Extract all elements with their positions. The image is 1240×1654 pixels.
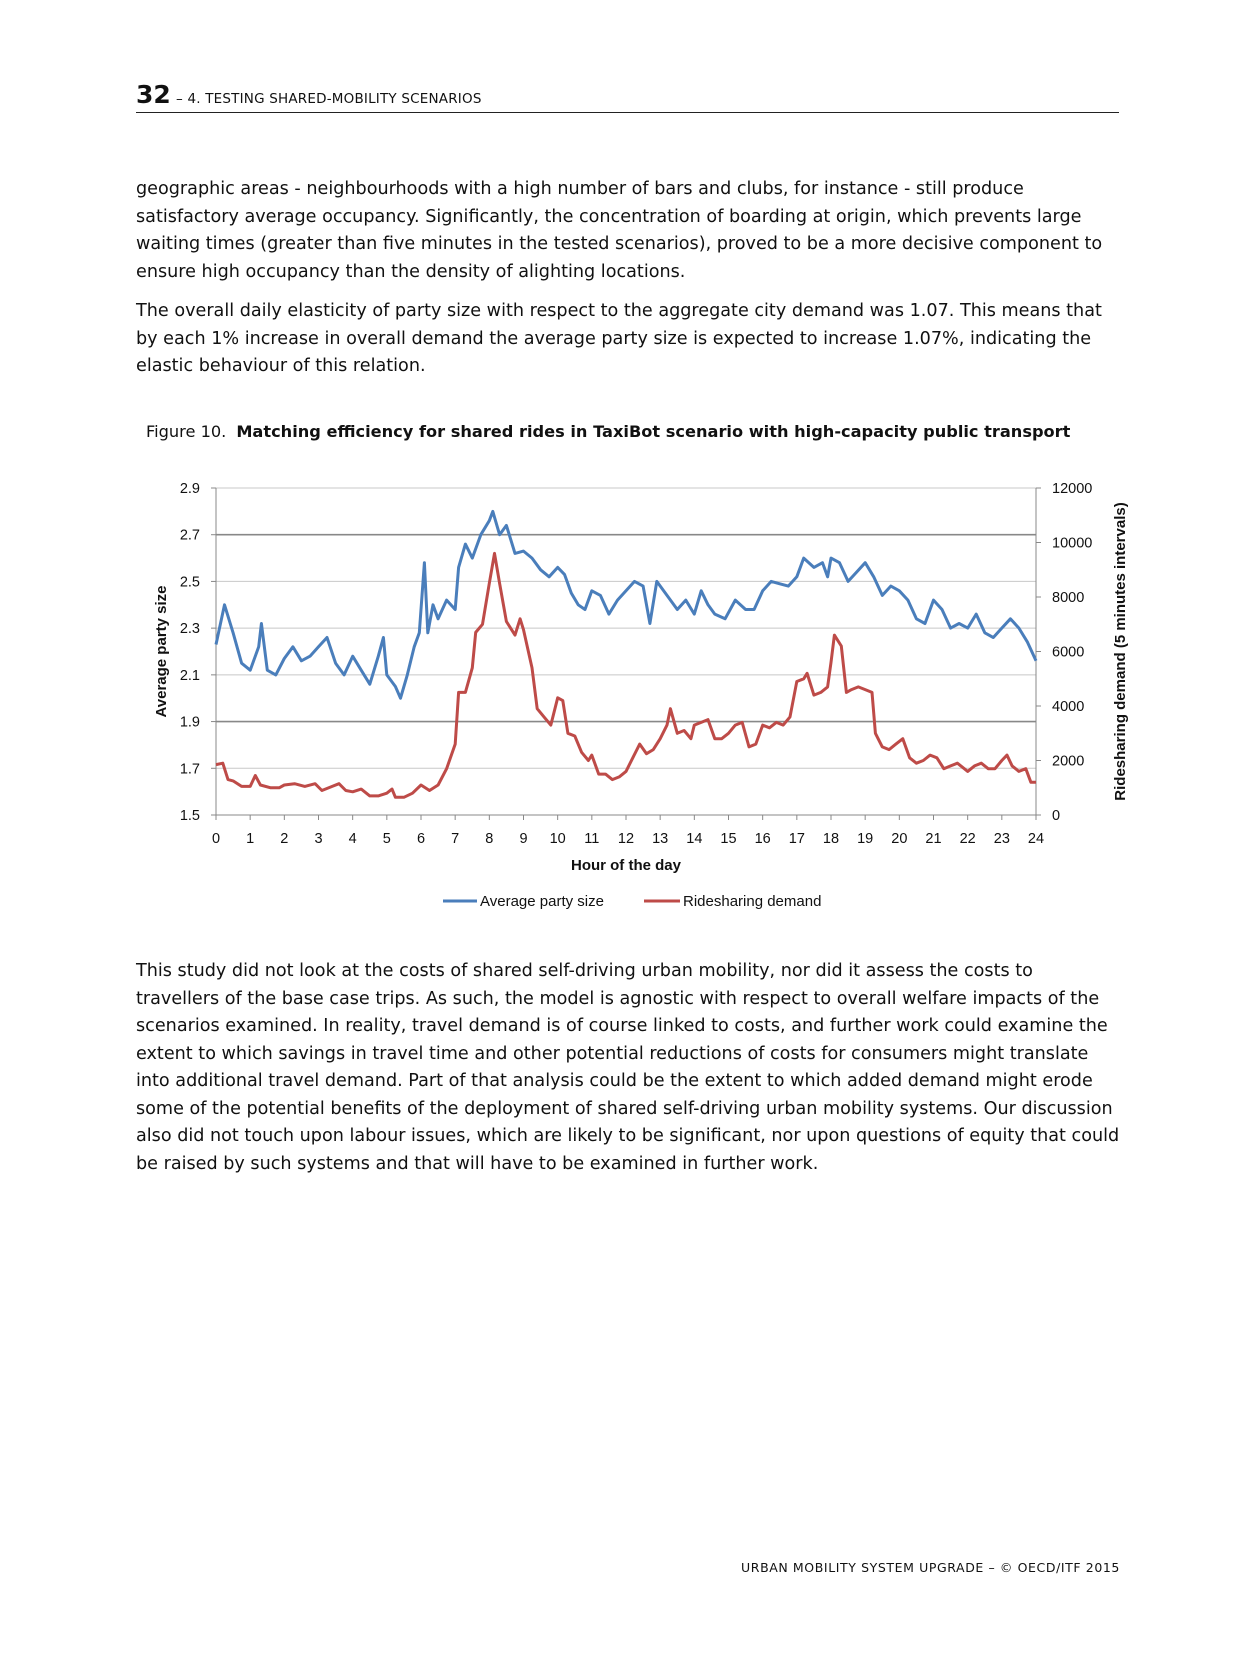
paragraph-3: This study did not look at the costs of shared self-driving urban mobility, nor did it assess the costs to travellers of the base case trips. As such, the model is agnostic with respect to overall welfare impacts of the scenarios examined. In reality, travel demand is of course linked to costs, and further work could examine the extent to which savings in travel time and other potential reductions of costs for consumers might translate into additional travel demand. Part of that analysis could be the extent to which added demand might erode some of the potential benefits of the deployment of shared self-driving urban mobility systems. Our discussion also did not touch upon labour issues, which are likely to be significant, nor upon questions of equity that could be raised by such systems and that will have to be examined in further work. bbox=[136, 961, 1120, 1174]
y-right-tick-label: 6000 bbox=[1052, 644, 1085, 661]
figure-title: Matching efficiency for shared rides in TaxiBot scenario with high-capacity public transport bbox=[236, 422, 1071, 441]
chart-axes bbox=[180, 481, 1093, 847]
x-tick-label: 13 bbox=[652, 831, 669, 847]
page-number: 32 bbox=[136, 80, 171, 109]
x-tick-label: 17 bbox=[788, 831, 805, 847]
x-tick-label: 11 bbox=[584, 831, 600, 847]
y-left-tick-label: 2.5 bbox=[179, 574, 200, 591]
x-tick-label: 16 bbox=[754, 831, 771, 847]
x-tick-label: 6 bbox=[416, 831, 426, 847]
x-tick-label: 0 bbox=[211, 831, 221, 847]
x-tick-label: 12 bbox=[617, 831, 635, 847]
series-line-average-party-size bbox=[216, 511, 1036, 698]
y-left-tick-label: 1.5 bbox=[179, 808, 200, 824]
x-axis-label: Hour of the day bbox=[570, 857, 682, 874]
legend-label-average-party-size: Average party size bbox=[480, 893, 604, 910]
chart-gridlines bbox=[216, 488, 1036, 815]
y-right-tick-label: 0 bbox=[1052, 808, 1061, 824]
chart-series bbox=[216, 511, 1036, 797]
x-tick-label: 3 bbox=[314, 831, 323, 847]
x-tick-label: 9 bbox=[519, 831, 528, 847]
page-footer: URBAN MOBILITY SYSTEM UPGRADE – © OECD/ITF 2015 bbox=[741, 1560, 1120, 1575]
y-left-tick-label: 2.9 bbox=[179, 481, 200, 497]
paragraph-2: The overall daily elasticity of party size with respect to the aggregate city demand was 1.07. This means that by each 1% increase in overall demand the average party size is expected to increase 1.07%, indicating the elastic behaviour of this relation. bbox=[136, 301, 1102, 376]
figure-caption bbox=[146, 422, 1070, 441]
x-tick-label: 15 bbox=[720, 831, 737, 847]
x-tick-label: 19 bbox=[857, 831, 874, 847]
x-tick-label: 7 bbox=[451, 831, 460, 847]
line-chart bbox=[150, 470, 1140, 910]
x-tick-label: 20 bbox=[891, 831, 908, 847]
y-axis-left-label: Average party size bbox=[153, 585, 170, 718]
y-left-tick-label: 2.3 bbox=[179, 621, 200, 638]
y-left-tick-label: 2.7 bbox=[179, 527, 200, 544]
x-tick-label: 2 bbox=[280, 831, 289, 847]
y-right-tick-label: 4000 bbox=[1052, 699, 1085, 715]
running-header bbox=[136, 80, 1119, 113]
y-left-tick-label: 1.7 bbox=[179, 761, 200, 778]
y-right-tick-label: 12000 bbox=[1052, 481, 1093, 497]
x-tick-label: 1 bbox=[246, 831, 255, 847]
y-right-tick-label: 8000 bbox=[1052, 590, 1085, 606]
x-tick-label: 4 bbox=[348, 831, 357, 847]
x-tick-label: 10 bbox=[549, 831, 566, 847]
x-tick-label: 22 bbox=[959, 831, 976, 847]
x-tick-label: 14 bbox=[686, 831, 703, 847]
x-tick-label: 21 bbox=[925, 831, 942, 847]
x-tick-label: 24 bbox=[1027, 831, 1045, 847]
running-title: – 4. TESTING SHARED-MOBILITY SCENARIOS bbox=[176, 91, 482, 107]
paragraph-1: geographic areas - neighbourhoods with a high number of bars and clubs, for instance - still produce satisfactory average occupancy. Significantly, the concentration of boarding at origin, which prevents large waiting times (greater than five minutes in the tested scenarios), proved to be a more decisive component to ensure high occupancy than the density of alighting locations. bbox=[136, 179, 1103, 282]
y-left-tick-label: 2.1 bbox=[179, 667, 200, 684]
x-tick-label: 5 bbox=[382, 831, 391, 847]
x-tick-label: 18 bbox=[822, 831, 840, 847]
y-left-tick-label: 1.9 bbox=[179, 714, 200, 731]
y-axis-right-label: Ridesharing demand (5 minutes intervals) bbox=[1112, 502, 1129, 801]
chart-legend bbox=[443, 893, 821, 910]
y-right-tick-label: 2000 bbox=[1052, 753, 1085, 770]
figure-label: Figure 10. bbox=[146, 422, 227, 441]
x-tick-label: 8 bbox=[485, 831, 494, 847]
y-right-tick-label: 10000 bbox=[1052, 535, 1093, 552]
x-tick-label: 23 bbox=[993, 831, 1010, 847]
legend-label-ridesharing-demand: Ridesharing demand bbox=[683, 893, 822, 910]
